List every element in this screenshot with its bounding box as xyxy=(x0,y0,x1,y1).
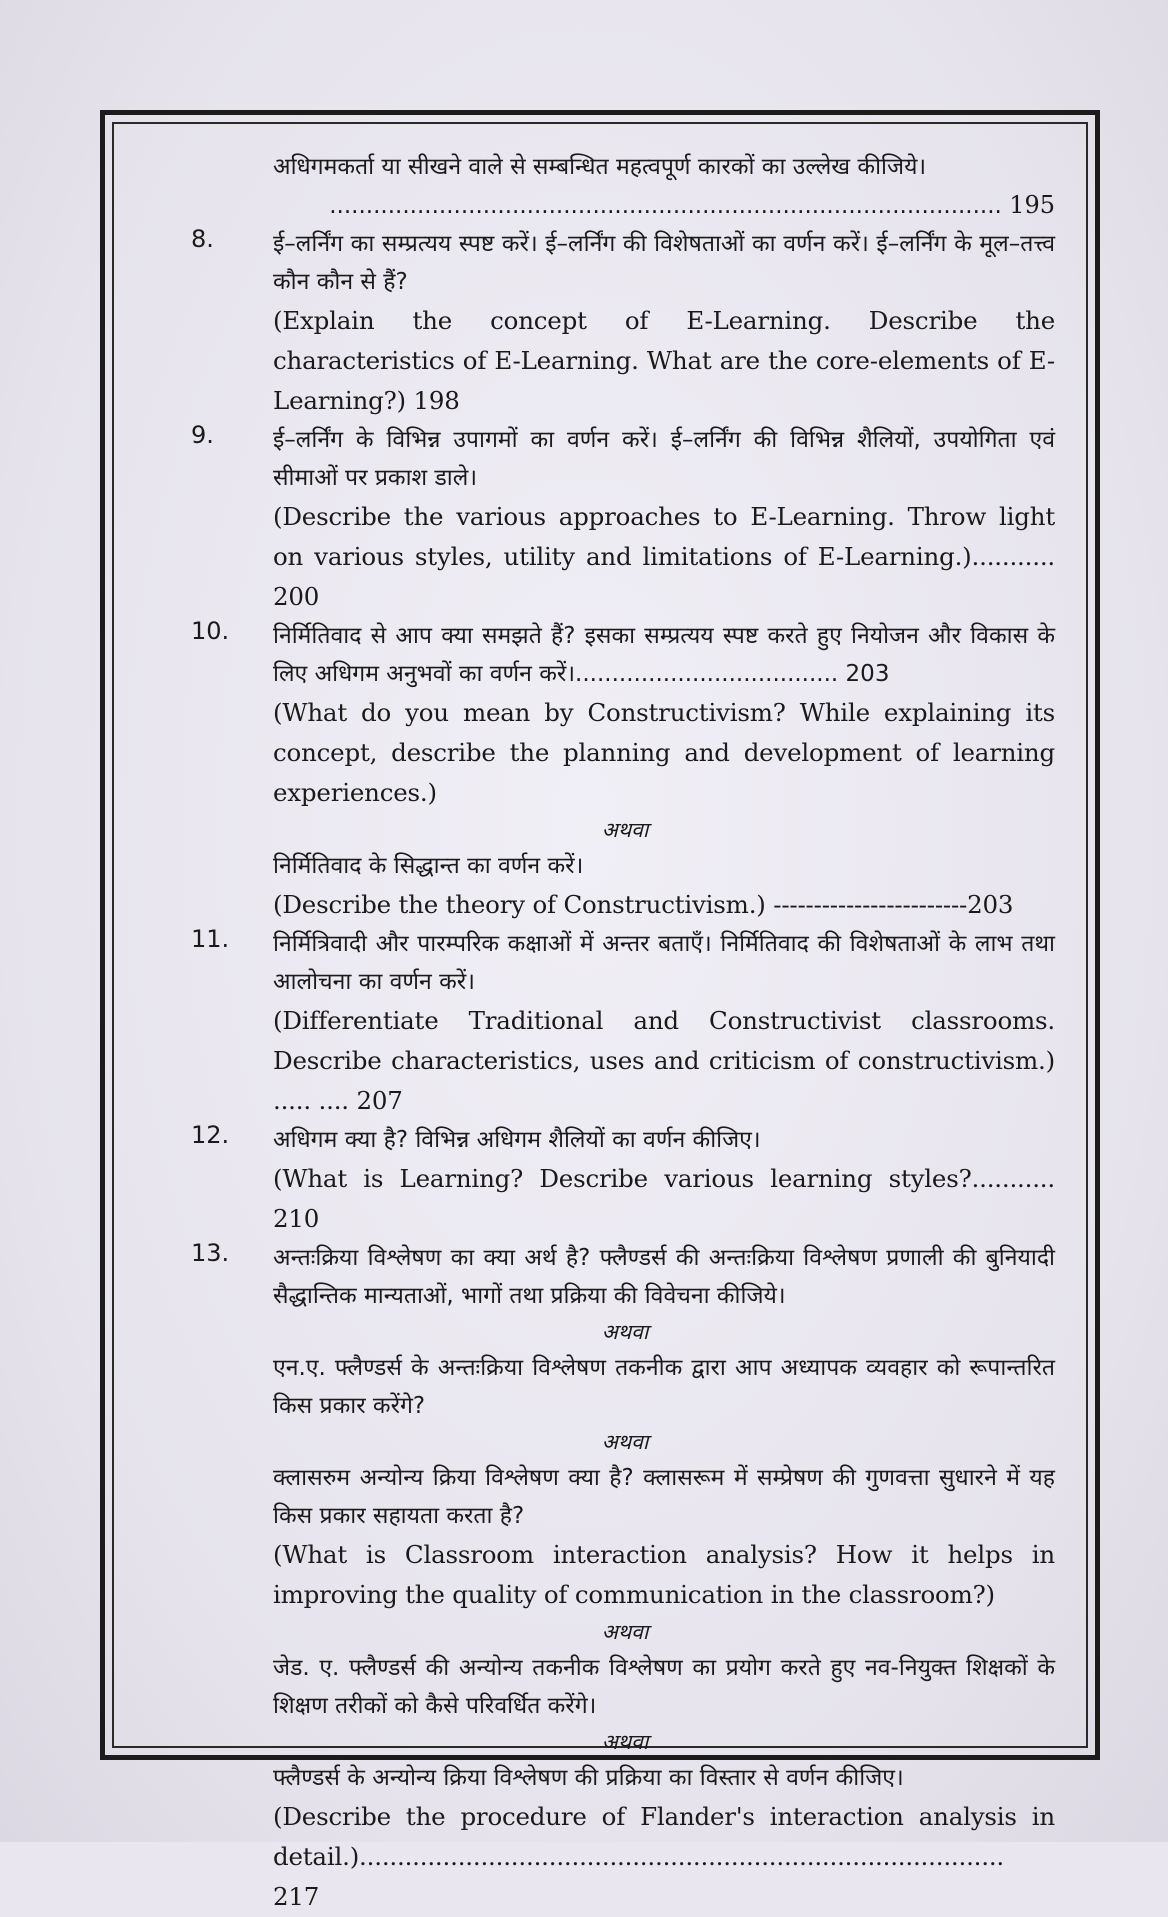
contents-list xyxy=(191,148,1055,1917)
entry-english: (What do you mean by Constructivism? While explaining its concept, describe the planning and development of learning experiences.) xyxy=(273,698,1055,807)
entry-hindi: अधिगम क्या है? विभिन्न अधिगम शैलियों का वर्णन कीजिए। xyxy=(273,1127,761,1153)
entry-continued xyxy=(195,148,1055,225)
entry-hindi: अधिगमकर्ता या सीखने वाले से सम्बन्धित महत्वपूर्ण कारकों का उल्लेख कीजिये। xyxy=(273,154,927,180)
entry-hindi-alt: फ्लैण्डर्स के अन्योन्य क्रिया विश्लेषण की प्रक्रिया का विस्तार से वर्णन कीजिए। xyxy=(273,1765,904,1791)
entry-hindi-alt: एन.ए. फ्लैण्डर्स के अन्तःक्रिया विश्लेषण तकनीक द्वारा आप अध्यापक व्यवहार को रूपान्तरित किस प्रकार करेंगे? xyxy=(273,1355,1055,1419)
or-separator: अथवा xyxy=(601,1430,649,1454)
entry-9 xyxy=(191,421,1055,617)
entry-number: 9. xyxy=(191,421,214,449)
entry-english: (What is Learning? Describe various learning styles?........... 210 xyxy=(273,1164,1055,1233)
page-leader: ............................................................................................ 195 xyxy=(329,191,1055,219)
entry-english-alt: (What is Classroom interaction analysis? How it helps in improving the quality of communication in the classroom?) xyxy=(273,1540,1055,1609)
entry-english-alt: (Describe the theory of Constructivism.) ------------------------203 xyxy=(273,890,1014,919)
entry-number: 13. xyxy=(191,1239,230,1267)
entry-english: (Describe the various approaches to E-Learning. Throw light on various styles, utility and limitations of E-Learning.)........... 200 xyxy=(273,502,1055,611)
page-number: 195 xyxy=(1009,191,1055,219)
entry-english: (Differentiate Traditional and Constructivist classrooms. Describe characteristics, uses and criticism of constructivism.) ..... .... 207 xyxy=(273,1006,1055,1115)
entry-8 xyxy=(191,225,1055,421)
entry-number: 10. xyxy=(191,617,230,645)
entry-hindi-alt: जेड. ए. फ्लैण्डर्स की अन्योन्य तकनीक विश्लेषण का प्रयोग करते हुए नव-नियुक्त शिक्षकों के शिक्षण तरीकों को कैसे परिवर्धित करेंगे। xyxy=(273,1655,1055,1719)
entry-hindi-alt: निर्मितिवाद के सिद्धान्त का वर्णन करें। xyxy=(273,853,584,879)
entry-number: 11. xyxy=(191,925,230,953)
entry-10 xyxy=(191,617,1055,925)
entry-hindi: ई–लर्निंग का सम्प्रत्यय स्पष्ट करें। ई–लर्निंग की विशेषताओं का वर्णन करें। ई–लर्निंग के मूल–तत्त्व कौन कौन से हैं? xyxy=(273,231,1055,295)
entry-11 xyxy=(191,925,1055,1121)
entry-number: 12. xyxy=(191,1121,230,1149)
or-separator: अथवा xyxy=(601,818,649,842)
or-separator: अथवा xyxy=(601,1320,649,1344)
entry-hindi-alt: क्लासरुम अन्योन्य क्रिया विश्लेषण क्या है? क्लासरूम में सम्प्रेषण की गुणवत्ता सुधारने में यह किस प्रकार सहायता करता है? xyxy=(273,1465,1055,1529)
entry-hindi: अन्तःक्रिया विश्लेषण का क्या अर्थ है? फ्लैण्डर्स की अन्तःक्रिया विश्लेषण प्रणाली की बुनियादी सैद्धान्तिक मान्यताओं, भागों तथा प्रक्रिया की विवेचना कीजिये। xyxy=(273,1245,1055,1309)
entry-number: 8. xyxy=(191,225,214,253)
entry-13 xyxy=(191,1239,1055,1917)
entry-hindi: निर्मित्रिवादी और पारम्परिक कक्षाओं में अन्तर बताएँ। निर्मितिवाद की विशेषताओं के लाभ तथा आलोचना का वर्णन करें। xyxy=(273,931,1055,995)
entry-hindi: निर्मितिवाद से आप क्या समझते हैं? इसका सम्प्रत्यय स्पष्ट करते हुए नियोजन और विकास के लिए अधिगम अनुभवों का वर्णन करें।.................................... 203 xyxy=(273,623,1055,687)
entry-12 xyxy=(191,1121,1055,1239)
or-separator: अथवा xyxy=(601,1620,649,1644)
entry-english: (Explain the concept of E-Learning. Describe the characteristics of E-Learning. What are the core-elements of E-Learning?) 198 xyxy=(273,306,1055,415)
entry-hindi: ई–लर्निंग के विभिन्न उपागमों का वर्णन करें। ई–लर्निंग की विभिन्न शैलियों, उपयोगिता एवं सीमाओं पर प्रकाश डाले। xyxy=(273,427,1055,491)
entry-english-alt: (Describe the procedure of Flander's interaction analysis in detail.)..................................................................................... 217 xyxy=(273,1802,1055,1911)
or-separator: अथवा xyxy=(601,1730,649,1754)
